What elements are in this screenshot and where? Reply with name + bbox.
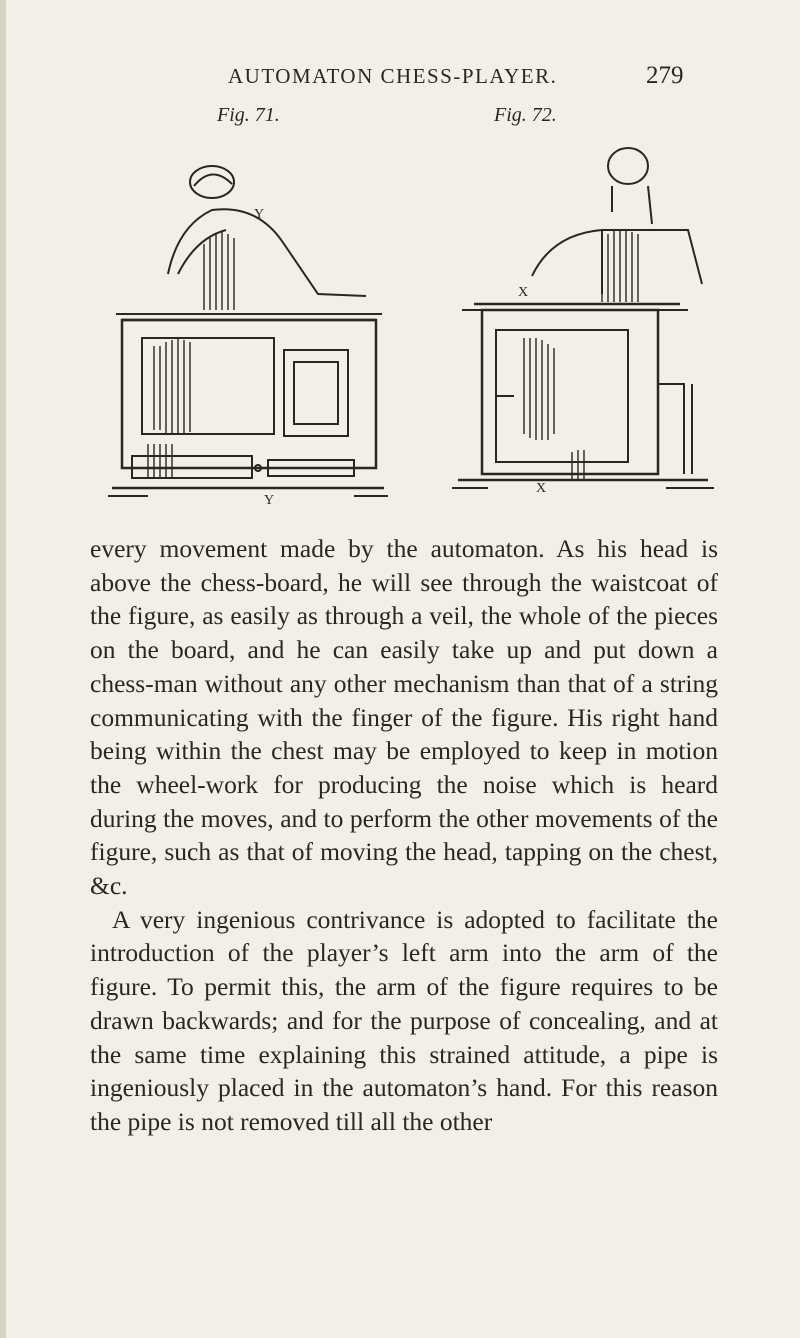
page-edge [0,0,6,1338]
fig-71-caption: Fig. 71. [217,104,280,126]
fig-72-caption: Fig. 72. [494,104,557,126]
head-shape [608,148,648,184]
fig-72-illustration [452,134,714,504]
fig-72-engraving [452,134,714,504]
fig-71-mark-bottom: Y [264,493,275,504]
paragraph-contrivance: A very ingenious contrivance is adopted to facilitate the introduction of the player’s left arm into the arm of the figure. To permit this, the arm of the figure requires to be drawn backwards; and for the purpose of concealing, and at the same time explaining this strained attitude, a pipe is ingeniously placed in the automaton’s hand. For this reason the pipe is not removed till all the other [90,904,718,1136]
running-title: AUTOMATON CHESS-PLAYER. [228,64,558,88]
body-text [90,532,718,1139]
fig-71-illustration [108,134,388,504]
fig-72-mark-bottom: X [536,481,547,496]
page-number: 279 [646,62,684,89]
fig-71-engraving [108,134,388,504]
paragraph-continuation: every movement made by the automaton. As his head is above the chess-board, he will see through the waistcoat of the figure, as easily as through a veil, the whole of the pieces on the board, and he can easily take up and put down a chess-man without any other mechanism than that of a string communicating with the finger of the figure. His right hand being within the chest may be employed to keep in motion the wheel-work for producing the noise which is heard during the moves, and to perform the other movements of the figure, such as that of moving the head, tapping on the chest, &c. [90,534,718,901]
chest-body [482,310,658,474]
fig-71-mark-top: Y [254,207,265,222]
running-head [0,62,800,92]
fig-72-mark-top: X [518,285,529,300]
